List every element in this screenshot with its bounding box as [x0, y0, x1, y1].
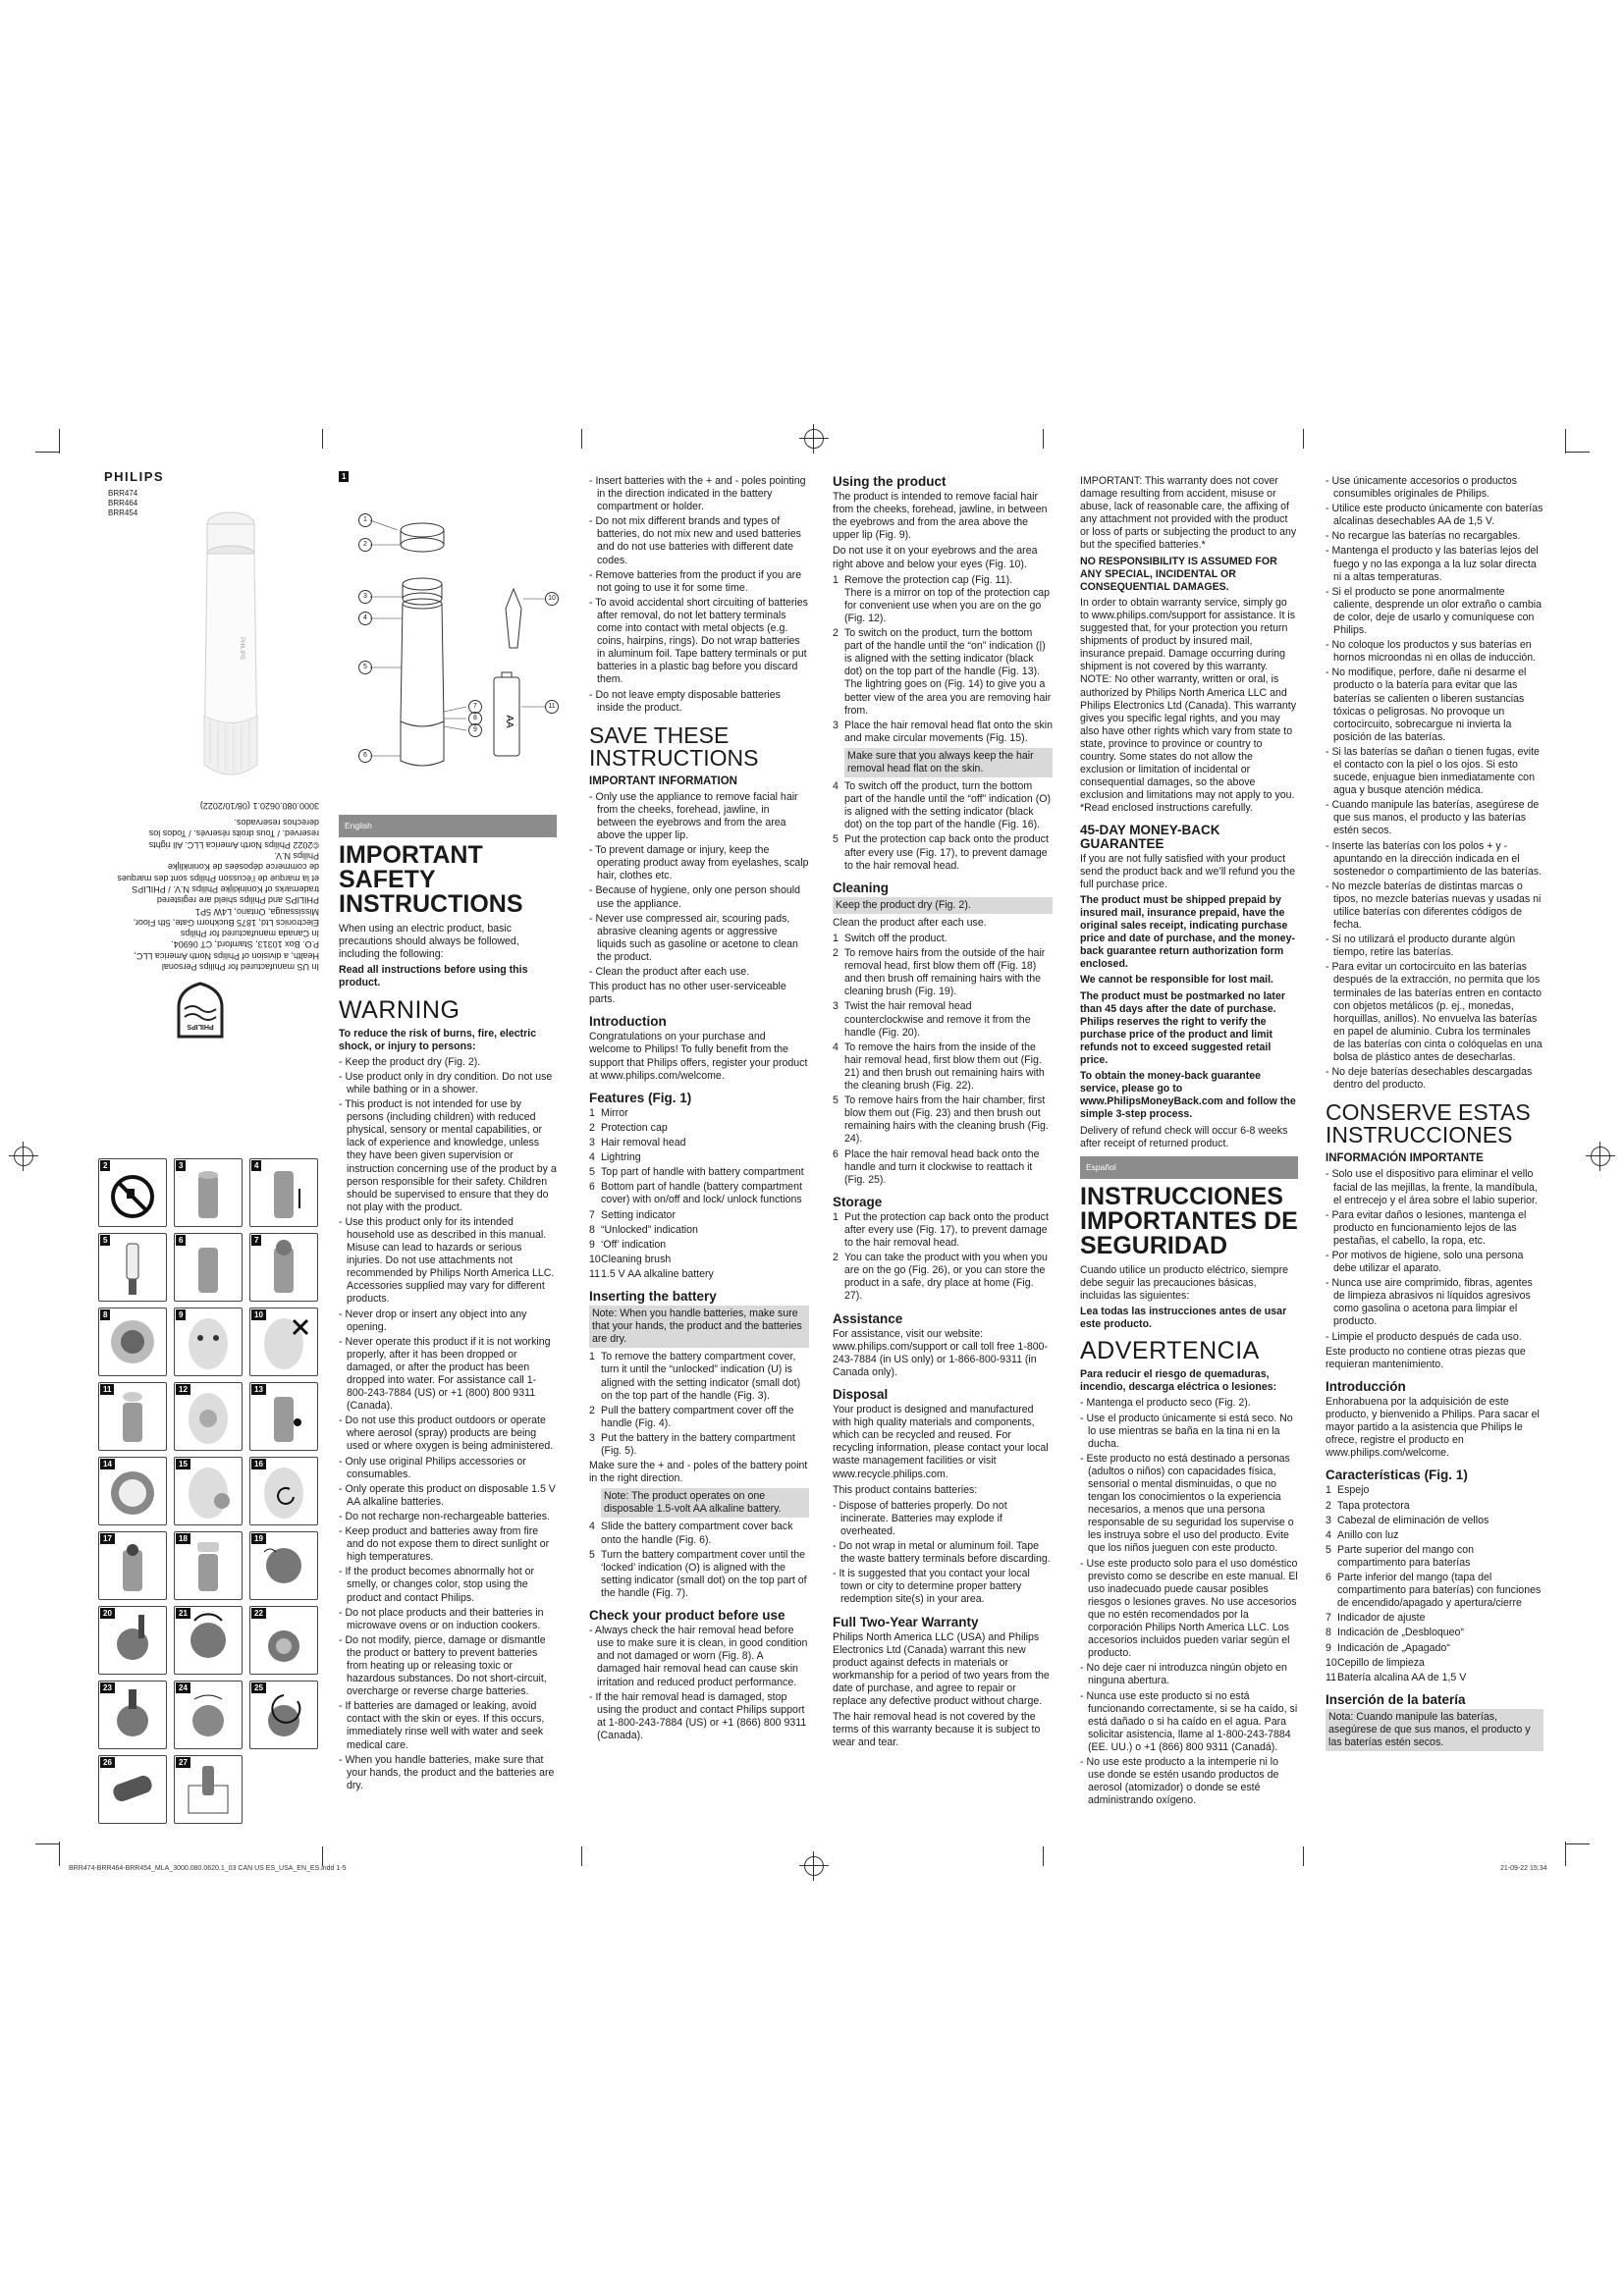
column-english-3: Using the product The product is intended to remove facial hair from the cheeks, forehead, jawline, in between the eyebrows and from the area above the upper lip (Fig. 9). Do not use it on your eyebrows and the area right above and below your eyes (Fig. 10). 1 Remove the protection cap (Fig. 11). There is a mirror on top of the protection cap for convenient use when you are on the go (Fig. 12). 2 To switch on the product, turn the bottom part of the handle until the “on” indication (|) is aligned with the setting indicator (black dot) on the top part of the handle (Fig. 13). The lightring goes on (Fig. 14) to give you a better view of the area you are removing hair from. 3 Place the hair removal head flat onto the skin and make circular movements (Fig. 15). Make sure that you always keep the hair removal head flat on the skin. 4 To switch off the product, turn the bottom part of the handle until the “off” indication (O) is aligned with the setting indicator (black dot) on the top part of the handle (Fig. 16). 5 Put the protection cap back onto the product after every use (Fig. 17), to prevent damage to the hair removal head. Cleaning Keep the product dry (Fig. 2). Clean the product after each use. 1 Switch off the product. 2 To remove hairs from the outside of the hair removal head, first blow them off (Fig. 18) and then brush off remaining hairs with the cleaning brush (Fig. 19). 3 Twist the hair removal head counterclockwise and remove it from the handle (Fig. 20). 4 To remove the hairs from the inside of the hair removal head, first blow them out (Fig. 21) and then brush out remaining hairs with the cleaning brush (Fig. 22). 5 To remove hairs from the hair chamber, first blow them out (Fig. 23) and then brush out remaining hairs with the cleaning brush (Fig. 24). 6 Place the hair removal head back onto the handle and turn it clockwise to reattach it (Fig. 25). Storage 1 Put the protection cap back onto the product after every use (Fig. 17), to prevent damage to the hair removal head. 2 You can take the product with you when you are on the go (Fig. 26), or you can store the product in a safe, dry place at home (Fig. 27). Assistance For assistance, visit our website: www.philips.com/support or call toll free 1-800-243-7884 (in US only) or 1-866-800-9311 (in Canada only). Disposal Your product is designed and manufactured with high quality materials and components, which can be recycled and reused. For recycling information, please contact your local waste management facilities or visit www.recycle.philips.com. This product contains batteries: - Dispose of batteries properly. Do not incinerate. Batteries may explode if overheated. - Do not wrap in metal or aluminum foil. Tape the waste battery terminals before discarding. - It is suggested that you contact your local town or city to determine proper battery redemption site(s) in your area. Full Two-Year Warranty Philips North America LLC (USA) and Philips Electronics Ltd (Canada) warrant this new product against defects in materials or workmanship for a period of two years from the date of purchase, and agree to repair or replace any defective product without charge. The hair removal head is not covered by the terms of this warranty because it is subject to wear and tear. — [833, 475, 1053, 1752]
exploded-view-diagram — [368, 510, 565, 795]
print-slug-left: BRR474-BRR464-BRR454_MLA_3000.080.0620.1_03 CAN US ES_USA_EN_ES.indd 1-5 — [69, 1865, 347, 1872]
figure-panel: 12 — [174, 1382, 243, 1451]
figure-number: 1 — [339, 471, 349, 482]
part-callout: 10 — [545, 592, 559, 606]
figure-panel: 11 — [98, 1382, 167, 1451]
part-callout: 1 — [358, 513, 372, 527]
section-title: INSTRUCCIONES IMPORTANTES DE SEGURIDAD — [1080, 1182, 1298, 1259]
brand-logo: PHILIPS — [104, 469, 165, 484]
language-tab: English — [339, 815, 557, 837]
part-callout: 7 — [468, 700, 482, 714]
save-instructions-title: CONSERVE ESTAS INSTRUCCIONES — [1326, 1099, 1531, 1148]
figure-panel: 15 — [174, 1457, 243, 1525]
note-box: Note: The product operates on one disposable 1.5-volt AA alkaline battery. — [601, 1488, 809, 1518]
rotated-imprint: In US manufactured for Philips Personal Health, a division of Philips North America LLC, P.O. Box 10313, Stamford, CT 06904. In Canada manufactured for Philips Electronics Ltd, 1875 Buckhorn Gate, 5th Floor, Mississauga, Ontario, L4W 5P1 PHILIPS and Philips shield are registered trademarks of Koninklijke Philips N.V. / PHILIPS et la marque de l’écusson Philips sont des marques de commerce déposées de Koninklijke Philips N.V. ©2022 Philips North America LLC. All rights reserved. / Tous droits réservés. / Todos los derechos reservados. 3000.080.0620.1 (08/10/2022) — [117, 800, 319, 972]
note-box: Nota: Cuando manipule las baterías, asegúrese de que sus manos, el producto y las baterías estén secos. — [1326, 1709, 1543, 1751]
figure-panel: 6 — [174, 1233, 243, 1302]
figure-panel: 7 — [249, 1233, 318, 1302]
part-callout: 4 — [358, 612, 372, 625]
features-list: 1 Mirror 2 Protection cap 3 Hair removal head 4 Lightring 5 Top part of handle with battery compartment 6 Bottom part of handle (battery compartment cover) with on/off and lock/ unlock functions 7 Setting indicator 8 “Unlocked” indication 9 ‘Off’ indication 10 Cleaning brush 11 1.5 V AA alkaline battery — [589, 1106, 804, 1280]
svg-text:PHILIPS: PHILIPS — [239, 637, 244, 661]
registration-mark — [14, 1147, 33, 1166]
figure-panel: 23 — [98, 1681, 167, 1749]
part-callout: 9 — [468, 723, 482, 737]
part-callout: 2 — [358, 538, 372, 552]
figure-panel: 3 — [174, 1158, 243, 1227]
print-slug-right: 21-09-22 15:34 — [1500, 1865, 1547, 1872]
language-tab: Español — [1080, 1156, 1298, 1179]
figure-panel: 20 — [98, 1606, 167, 1675]
figure-panel: 18 — [174, 1531, 243, 1600]
column-warranty-spanish: IMPORTANT: This warranty does not cover damage resulting from accident, misuse or abuse, lack of reasonable care, the affixing of any attachment not provided with the product or loss of parts or subjecting the product to any but the specified batteries.* NO RESPONSIBILITY IS ASSUMED FOR ANY SPECIAL, INCIDENTAL OR CONSEQUENTIAL DAMAGES. In order to obtain warranty service, simply go to www.philips.com/support for assistance. It is suggested that, for your protection you return shipments of product by insured mail, insurance prepaid. Damage occurring during shipment is not covered by this warranty. NOTE: No other warranty, written or oral, is authorized by Philips North America LLC and Philips Electronics Ltd (Canada). This warranty gives you specific legal rights, and you may also have other rights which vary from state to state, province to province or country to country. Some states do not allow the exclusion or limitation of incidental or consequential damages, so the above exclusion and limitations may not apply to you. *Read enclosed instructions carefully. 45-DAY MONEY-BACK GUARANTEE If you are not fully satisfied with your product send the product back and we’ll refund you the full purchase price. The product must be shipped prepaid by insured mail, insurance prepaid, have the original sales receipt, indicating purchase price and date of purchase, and the money-back guarantee return authorization form enclosed. We cannot be responsible for lost mail. The product must be postmarked no later than 45 days after the date of purchase. Philips reserves the right to verify the purchase price of the product and limit refunds not to exceed suggested retail price. To obtain the money-back guarantee service, please go to www.PhilipsMoneyBack.com and follow the simple 3-step process. Delivery of refund check will occur 6-8 weeks after receipt of returned product. Español INSTRUCCIONES IMPORTANTES DE SEGURIDAD Cuando utilice un producto eléctrico, siempre debe seguir las precauciones básicas, incluidas las siguientes: Lea todas las instrucciones antes de usar este producto. ADVERTENCIA Para reducir el riesgo de quemaduras, incendio, descarga eléctrica o lesiones: - Mantenga el producto seco (Fig. 2). - Use el producto únicamente si está seco. No lo use mientras se baña en la tina ni en la ducha. - Este producto no está destinado a personas (adultos o niños) con capacidades física, sensorial o mental disminuidas, o que no tengan los conocimientos o la experiencia necesarios, a menos que una persona responsable de su seguridad los supervise o les instruya sobre el uso del producto. Evite que los niños jueguen con este producto. - Use este producto solo para el uso doméstico previsto como se describe en este manual. El uso inadecuado puede causar posibles riesgos o lesiones graves. No use accesorios que no estén recomendados por la corporación Philips North America LLC. Los accesorios incluidos pueden variar según el producto. - No deje caer ni introduzca ningún objeto en ninguna abertura. - Nunca use este producto si no está funcionando correctamente, si se ha caído, si está dañado o si ha caído en el agua. Para solicitar asistencia, llame al 1-800-243-7884 (EE. UU.) o +1 (866) 800 9311 (Canadá). - No use este producto a la intemperie ni lo use donde se estén usando productos de aerosol (atomizador) o donde se esté administrando oxígeno. — [1080, 475, 1298, 1809]
figure-panel: 17 — [98, 1531, 167, 1600]
note-box: Note: When you handle batteries, make sure that your hands, the product and the batteries are dry. — [589, 1306, 809, 1348]
figure-grid — [98, 1158, 319, 1845]
part-callout: 5 — [358, 661, 372, 674]
figure-1-panel — [339, 471, 565, 805]
part-callout: 6 — [358, 749, 372, 763]
figure-panel: 9 — [174, 1308, 243, 1376]
figure-panel: 10 — [249, 1308, 318, 1376]
figure-panel: 26 — [98, 1755, 167, 1824]
figure-panel: 2 — [98, 1158, 167, 1227]
figure-panel: 8 — [98, 1308, 167, 1376]
figure-panel: 25 — [249, 1681, 318, 1749]
note-box: Make sure that you always keep the hair removal head flat on the skin. — [844, 748, 1053, 777]
figure-panel: 22 — [249, 1606, 318, 1675]
product-image — [177, 490, 285, 804]
note-box: Keep the product dry (Fig. 2). — [833, 897, 1053, 914]
column-english-2: - Insert batteries with the + and - poles pointing in the direction indicated in the battery compartment or holder. - Do not mix different brands and types of batteries, do not mix new and used batteries and do not use batteries with different date codes. - Remove batteries from the product if you are not going to use it for some time. - To avoid accidental short circuiting of batteries after removal, do not let battery terminals come into contact with metal objects (e.g. coins, hairpins, rings). Do not wrap batteries in aluminum foil. Tape battery terminals or put batteries in a plastic bag before you discard them. - Do not leave empty disposable batteries inside the product. SAVE THESE INSTRUCTIONS IMPORTANT INFORMATION - Only use the appliance to remove facial hair from the cheeks, forehead, jawline, in between the eyebrows and from the area above the upper lip. - To prevent damage or injury, keep the operating product away from eyelashes, scalp hair, clothes etc. - Because of hygiene, only one person should use the appliance. - Never use compressed air, scouring pads, abrasive cleaning agents or aggressive liquids such as gasoline or acetone to clean the product. - Clean the product after each use. This product has no other user-serviceable parts. Introduction Congratulations on your purchase and welcome to Philips! To fully benefit from the support that Philips offers, register your product at www.philips.com/welcome. Features (Fig. 1) 1 Mirror 2 Protection cap 3 Hair removal head 4 Lightring 5 Top part of handle with battery compartment 6 Bottom part of handle (battery compartment cover) with on/off and lock/ unlock functions 7 Setting indicator 8 “Unlocked” indication 9 ‘Off’ indication 10 Cleaning brush 11 1.5 V AA alkaline battery Inserting the battery Note: When you handle batteries, make sure that your hands, the product and the batteries are dry. 1 To remove the battery compartment cover, turn it until the “unlocked” indication (U) is aligned with the setting indicator (small dot) on the top part of the handle (Fig. 3). 2 Pull the battery compartment cover off the handle (Fig. 4). 3 Put the battery in the battery compartment (Fig. 5). Make sure the + and - poles of the battery point in the right direction. Note: The product operates on one disposable 1.5-volt AA alkaline battery. 4 Slide the battery compartment cover back onto the handle (Fig. 6). 5 Turn the battery compartment cover until the ‘locked’ indication (O) is aligned with the setting indicator (small dot) on the top part of the handle (Fig. 7). Check your product before use - Always check the hair removal head before use to make sure it is clean, in good condition and not damaged or worn (Fig. 8). A damaged hair removal head can cause skin irritation and reduced product performance. - If the hair removal head is damaged, stop using the product and contact Philips support at 1-800-243-7884 (US) or +1 (866) 800 9311 (Canada). — [589, 475, 809, 1744]
figure-panel: 4 — [249, 1158, 318, 1227]
figure-panel: 16 — [249, 1457, 318, 1525]
section-title: IMPORTANT SAFETY INSTRUCTIONS — [339, 841, 523, 919]
figure-panel: 21 — [174, 1606, 243, 1675]
figure-panel: 13 — [249, 1382, 318, 1451]
safety-list: - Keep the product dry (Fig. 2). - Use product only in dry condition. Do not use while bathing or in a shower. - This product is not intended for use by persons (including children) with reduced physical, sensory or mental capabilities, or lack of experience and knowledge, unless they have been given supervision or instruction concerning use of the product by a person responsible for their safety. Children should be supervised to ensure that they do not play with the product. - Use this product only for its intended household use as described in this manual. Misuse can lead to hazards or serious injuries. Do not use attachments not recommended by Philips North America LLC. Accessories supplied may vary for different products. - Never drop or insert any object into any opening. - Never operate this product if it is not working properly, after it has been dropped or damaged, or after the product has been dropped into water. For assistance call 1-800-243-7884 (US) or +1 (800) 800 9311 (Canada). - Do not use this product outdoors or operate where aerosol (spray) products are being used or where oxygen is being administered. - Only use original Philips accessories or consumables. - Only operate this product on disposable 1.5 V AA alkaline batteries. - Do not recharge non-rechargeable batteries. - Keep product and batteries away from fire and do not expose them to direct sunlight or high temperatures. - If the product becomes abnormally hot or smelly, or changes color, stop using the product and contact Philips. - Do not place products and their batteries in microwave ovens or on induction cookers. - Do not modify, pierce, damage or dismantle the product or battery to prevent batteries from heating up or releasing toxic or hazardous substances. Do not short-circuit, overcharge or reverse charge batteries. - If batteries are damaged or leaking, avoid contact with the skin or eyes. If this occurs, immediately rinse well with water and seek medical care. - When you handle batteries, make sure that your hands, the product and the batteries are dry. — [339, 1056, 557, 1792]
part-callout: 11 — [545, 700, 559, 714]
warning-title: WARNING — [339, 995, 460, 1024]
figure-panel: 24 — [174, 1681, 243, 1749]
part-callout: 3 — [358, 590, 372, 604]
philips-shield-logo — [175, 982, 226, 1041]
battery-label: AA — [504, 715, 514, 728]
figure-panel: 19 — [249, 1531, 318, 1600]
registration-mark — [804, 429, 824, 449]
column-spanish-2: - Use únicamente accesorios o productos consumibles originales de Philips. - Utilice este producto únicamente con baterías alcalinas desechables AA de 1,5 V. - No recargue las baterías no recargables. - Mantenga el producto y las baterías lejos del fuego y no las exponga a la luz solar directa ni a altas temperaturas. - Si el producto se pone anormalmente caliente, desprende un olor extraño o cambia de color, deje de usarlo y comuníquese con Philips. - No coloque los productos y sus baterías en hornos microondas ni en ollas de inducción. - No modifique, perfore, dañe ni desarme el producto o la batería para evitar que las baterías se calienten o liberen sustancias tóxicas o peligrosas. No provoque un cortocircuito, sobrecargue ni invierta la posición de las baterías. - Si las baterías se dañan o tienen fugas, evite el contacto con la piel o los ojos. Si esto sucede, enjuague bien inmediatamente con agua y busque atención médica. - Cuando manipule las baterías, asegúrese de que sus manos, el producto y las baterías estén secos. - Inserte las baterías con los polos + y - apuntando en la dirección indicada en el sostenedor o compartimiento de las baterías. - No mezcle baterías de distintas marcas o tipos, no mezcle baterías nuevas y usadas ni utilice baterías con diferentes códigos de fecha. - Si no utilizará el producto durante algún tiempo, retire las baterías. - Para evitar un cortocircuito en las baterías después de la extracción, no permita que los terminales de las baterías entren en contacto con objetos metálicos (p. ej., monedas, horquillas, anillos). No envuelva las baterías en papel de aluminio. Cubra los terminales de las baterías con cinta o colóquelas en una bolsa de plástico antes de desecharlas. - No deje baterías desechables descargadas dentro del producto. CONSERVE ESTAS INSTRUCCIONES INFORMACIÓN IMPORTANTE - Solo use el dispositivo para eliminar el vello facial de las mejillas, la frente, la mandíbula, el entrecejo y el área sobre el labio superior. - Para evitar daños o lesiones, mantenga el producto en funcionamiento lejos de las pestañas, el cabello, la ropa, etc. - Por motivos de higiene, solo una persona debe utilizar el aparato. - Nunca use aire comprimido, fibras, agentes de limpieza abrasivos ni líquidos agresivos como gasolina o acetona para limpiar el producto. - Limpie el producto después de cada uso. Este producto no contiene otras piezas que requieran mantenimiento. Introducción Enhorabuena por la adquisición de este producto, y bienvenido a Philips. Para sacar el mayor partido a la asistencia que Philips le ofrece, registre el producto en www.philips.com/welcome. Características (Fig. 1) 1 Espejo 2 Tapa protectora 3 Cabezal de eliminación de vellos 4 Anillo con luz 5 Parte superior del mango con compartimento para baterías 6 Parte inferior del mango (tapa del compartimento para baterías) con funciones de encendido/apagado y apertura/cierre 7 Indicador de ajuste 8 Indicación de „Desbloqueo“ 9 Indicación de „Apagado“ 10 Cepillo de limpieza 11 Batería alcalina AA de 1,5 V Inserción de la batería Nota: Cuando manipule las baterías, asegúrese de que sus manos, el producto y las baterías estén secos. — [1326, 475, 1543, 1754]
registration-mark — [804, 1856, 824, 1876]
svg-text:PHILIPS: PHILIPS — [187, 1023, 214, 1030]
save-instructions-title: SAVE THESE INSTRUCTIONS — [589, 721, 759, 771]
model-list: BRR474 BRR464 BRR454 — [108, 489, 138, 517]
part-callout: 8 — [468, 712, 482, 725]
warning-title: ADVERTENCIA — [1080, 1337, 1260, 1365]
registration-mark — [1591, 1147, 1610, 1166]
column-english-safety: English IMPORTANT SAFETY INSTRUCTIONS When using an electric product, basic precautions should always be followed, including the following: Read all instructions before using this product. WARNING To reduce the risk of burns, fire, electric shock, or injury to persons: - Keep the product dry (Fig. 2). - Use product only in dry condition. Do not use while bathing or in a shower. - This product is not intended for use by persons (including children) with reduced physical, sensory or mental capabilities, or lack of experience and knowledge, unless they have been given supervision or instruction concerning use of the product by a person responsible for their safety. Children should be supervised to ensure that they do not play with the product. - Use this product only for its intended household use as described in this manual. Misuse can lead to hazards or serious injuries. Do not use attachments not recommended by Philips North America LLC. Accessories supplied may vary for different products. - Never drop or insert any object into any opening. - Never operate this product if it is not working properly, after it has been dropped or damaged, or after the product has been dropped into water. For assistance call 1-800-243-7884 (US) or +1 (800) 800 9311 (Canada). - Do not use this product outdoors or operate where aerosol (spray) products are being used or where oxygen is being administered. - Only use original Philips accessories or consumables. - Only operate this product on disposable 1.5 V AA alkaline batteries. - Do not recharge non-rechargeable batteries. - Keep product and batteries away from fire and do not expose them to direct sunlight or high temperatures. - If the product becomes abnormally hot or smelly, or changes color, stop using the product and contact Philips. - Do not place products and their batteries in microwave ovens or on induction cookers. - Do not modify, pierce, damage or dismantle the product or battery to prevent batteries from heating up or releasing toxic or hazardous substances. Do not short-circuit, overcharge or reverse charge batteries. - If batteries are damaged or leaking, avoid contact with the skin or eyes. If this occurs, immediately rinse well with water and seek medical care. - When you handle batteries, make sure that your hands, the product and the batteries are dry. — [339, 815, 557, 1794]
figure-panel: 5 — [98, 1233, 167, 1302]
figure-panel: 27 — [174, 1755, 243, 1824]
figure-panel: 14 — [98, 1457, 167, 1525]
